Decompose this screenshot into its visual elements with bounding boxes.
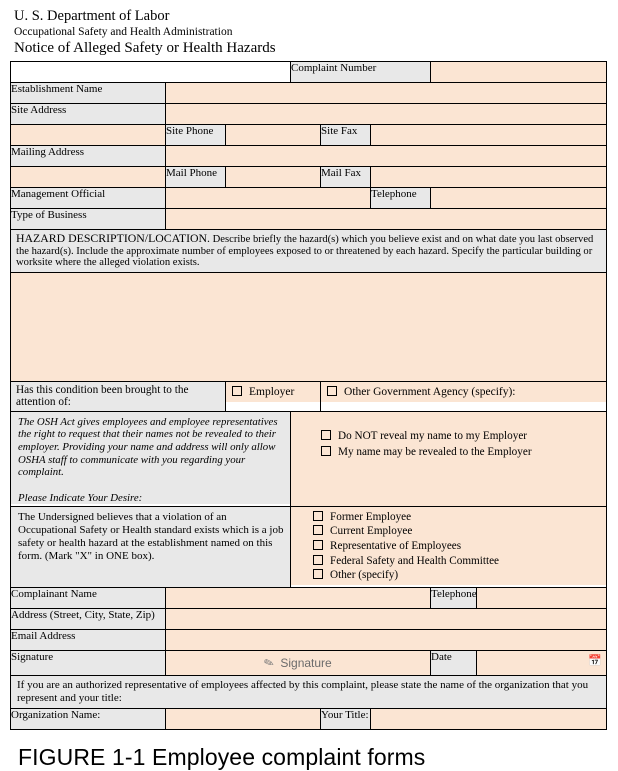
pen-icon: ✎ <box>262 654 277 672</box>
oshact-text: The OSH Act gives employees and employee representatives the right to request that their names not be revealed to their employer. Providing your name and address will only allow OSHA staff to communicate with you regarding your complaint. <box>18 415 278 479</box>
undersigned-row <box>11 506 607 587</box>
reveal-options-cell <box>291 411 607 506</box>
oshact-row <box>11 411 607 506</box>
undersigned-text-cell <box>11 506 291 587</box>
signer-option-row-3[interactable] <box>313 554 600 569</box>
management-official-row <box>11 188 607 209</box>
other-agency-option-cell[interactable] <box>321 381 607 411</box>
mailing-address-row <box>11 146 607 167</box>
administration-name: Occupational Safety and Health Administration <box>14 26 233 38</box>
signer-options-cell <box>291 506 607 587</box>
other-specify-checkbox[interactable] <box>313 569 323 579</box>
signer-option-row-1[interactable] <box>313 524 600 539</box>
signer-option-label-4: Other (specify) <box>330 569 399 582</box>
undersigned-text: The Undersigned believes that a violation of an Occupational Safety or Health standard exists which is a job safety or health hazard at the establishment named on this form. (Mark "X" in ONE box). <box>11 507 290 587</box>
signer-option-label-0: Former Employee <box>330 510 412 523</box>
other-agency-option-label: Other Government Agency (specify): <box>344 385 516 398</box>
complaint-number-label: Complaint Number <box>291 62 431 83</box>
signature-field-cell[interactable] <box>166 650 431 675</box>
hazard-note-cell <box>11 230 607 273</box>
signature-label: Signature <box>11 650 166 675</box>
auth-rep-cell <box>11 675 607 708</box>
employer-option-label: Employer <box>249 385 295 398</box>
auth-rep-text: If you are an authorized representative of employees affected by this complaint, please state the name of the organization that you represent and your title: <box>11 676 606 708</box>
spacer-cell <box>11 62 291 83</box>
complainant-name-row <box>11 587 607 608</box>
condition-question-label: Has this condition been brought to the attention of: <box>11 382 225 411</box>
other-agency-checkbox[interactable] <box>327 386 337 396</box>
mail-phone-fax-row <box>11 167 607 188</box>
establishment-name-row <box>11 83 607 104</box>
employer-checkbox[interactable] <box>232 386 242 396</box>
hazard-input-row <box>11 272 607 381</box>
desire-label: Please Indicate Your Desire: <box>18 491 143 504</box>
mail-fax-label: Mail Fax <box>321 167 371 188</box>
condition-question-cell <box>11 381 226 411</box>
address-input[interactable] <box>166 608 607 629</box>
establishment-name-label: Establishment Name <box>11 83 166 104</box>
organization-row <box>11 708 607 729</box>
mail-phone-label: Mail Phone <box>166 167 226 188</box>
signer-option-label-1: Current Employee <box>330 525 413 538</box>
hazard-description-title: HAZARD DESCRIPTION/LOCATION. <box>16 231 210 245</box>
calendar-icon[interactable]: 📅 <box>588 654 603 667</box>
agency-name: U. S. Department of Labor <box>14 8 170 24</box>
oshact-text-cell <box>11 411 291 506</box>
form-title: Notice of Alleged Safety or Health Hazards <box>14 40 276 56</box>
complainant-name-label: Complainant Name <box>11 587 166 608</box>
representative-of-employees-checkbox[interactable] <box>313 540 323 550</box>
site-phone-fax-row <box>11 125 607 146</box>
site-fax-label: Site Fax <box>321 125 371 146</box>
signer-option-label-2: Representative of Employees <box>330 539 462 552</box>
figure-caption: FIGURE 1-1 Employee complaint forms <box>18 743 426 770</box>
signer-option-label-3: Federal Safety and Health Committee <box>330 554 500 567</box>
organization-name-input[interactable] <box>166 708 321 729</box>
signer-option-row-2[interactable] <box>313 539 600 554</box>
address-row <box>11 608 607 629</box>
reveal-option-row-1[interactable] <box>321 444 600 460</box>
mailing-address-label: Mailing Address <box>11 146 166 167</box>
complaint-number-row <box>11 62 607 83</box>
address-label: Address (Street, City, State, Zip) <box>11 608 166 629</box>
employer-option-cell[interactable] <box>226 381 321 411</box>
email-address-input[interactable] <box>166 629 607 650</box>
auth-rep-row <box>11 675 607 708</box>
management-telephone-label: Telephone <box>371 188 431 209</box>
signature-placeholder: Signature <box>280 655 332 670</box>
date-label: Date <box>431 650 477 675</box>
condition-attention-row <box>11 381 607 411</box>
site-address-input-2[interactable] <box>11 125 166 146</box>
mailing-address-input-2[interactable] <box>11 167 166 188</box>
site-phone-label: Site Phone <box>166 125 226 146</box>
reveal-option-label-1: My name may be revealed to the Employer <box>338 445 532 458</box>
hazard-note-row <box>11 230 607 273</box>
site-phone-input[interactable] <box>226 125 321 146</box>
organization-name-label: Organization Name: <box>11 708 166 729</box>
site-address-input[interactable] <box>166 104 607 125</box>
signature-row <box>11 650 607 675</box>
complaint-number-input[interactable] <box>431 62 607 83</box>
hazard-description-note: Describe briefly the hazard(s) which you believe exist and on what date you last observed the hazard(s). Include the approximate number of employees exposed to or threatened by each hazard. Specify the particular building or worksite where the alleged violation exists. <box>16 234 594 269</box>
mailing-address-input[interactable] <box>166 146 607 167</box>
type-of-business-input[interactable] <box>166 209 607 230</box>
mail-phone-input[interactable] <box>226 167 321 188</box>
mail-fax-input[interactable] <box>371 167 607 188</box>
date-input[interactable] <box>477 650 607 675</box>
email-row <box>11 629 607 650</box>
your-title-input[interactable] <box>371 708 607 729</box>
email-address-label: Email Address <box>11 629 166 650</box>
may-reveal-checkbox[interactable] <box>321 446 331 456</box>
management-official-input[interactable] <box>166 188 371 209</box>
do-not-reveal-checkbox[interactable] <box>321 430 331 440</box>
type-of-business-row <box>11 209 607 230</box>
site-address-label: Site Address <box>11 104 166 125</box>
your-title-label: Your Title: <box>321 708 371 729</box>
complainant-telephone-label: Telephone <box>431 587 477 608</box>
federal-committee-checkbox[interactable] <box>313 555 323 565</box>
hazard-description-cell <box>11 272 607 381</box>
former-employee-checkbox[interactable] <box>313 511 323 521</box>
hazard-description-input[interactable] <box>11 273 606 381</box>
osha-complaint-form <box>10 61 607 730</box>
complainant-name-input[interactable] <box>166 587 431 608</box>
complainant-telephone-input[interactable] <box>477 587 607 608</box>
reveal-option-label-0: Do NOT reveal my name to my Employer <box>338 429 528 442</box>
signer-option-row-4[interactable] <box>313 568 600 583</box>
management-telephone-input[interactable] <box>431 188 607 209</box>
site-fax-input[interactable] <box>371 125 607 146</box>
reveal-option-row-0[interactable] <box>321 428 600 444</box>
management-official-label: Management Official <box>11 188 166 209</box>
signer-option-row-0[interactable] <box>313 510 600 525</box>
establishment-name-input[interactable] <box>166 83 607 104</box>
document-header <box>14 8 608 58</box>
site-address-row <box>11 104 607 125</box>
type-of-business-label: Type of Business <box>11 209 166 230</box>
current-employee-checkbox[interactable] <box>313 525 323 535</box>
